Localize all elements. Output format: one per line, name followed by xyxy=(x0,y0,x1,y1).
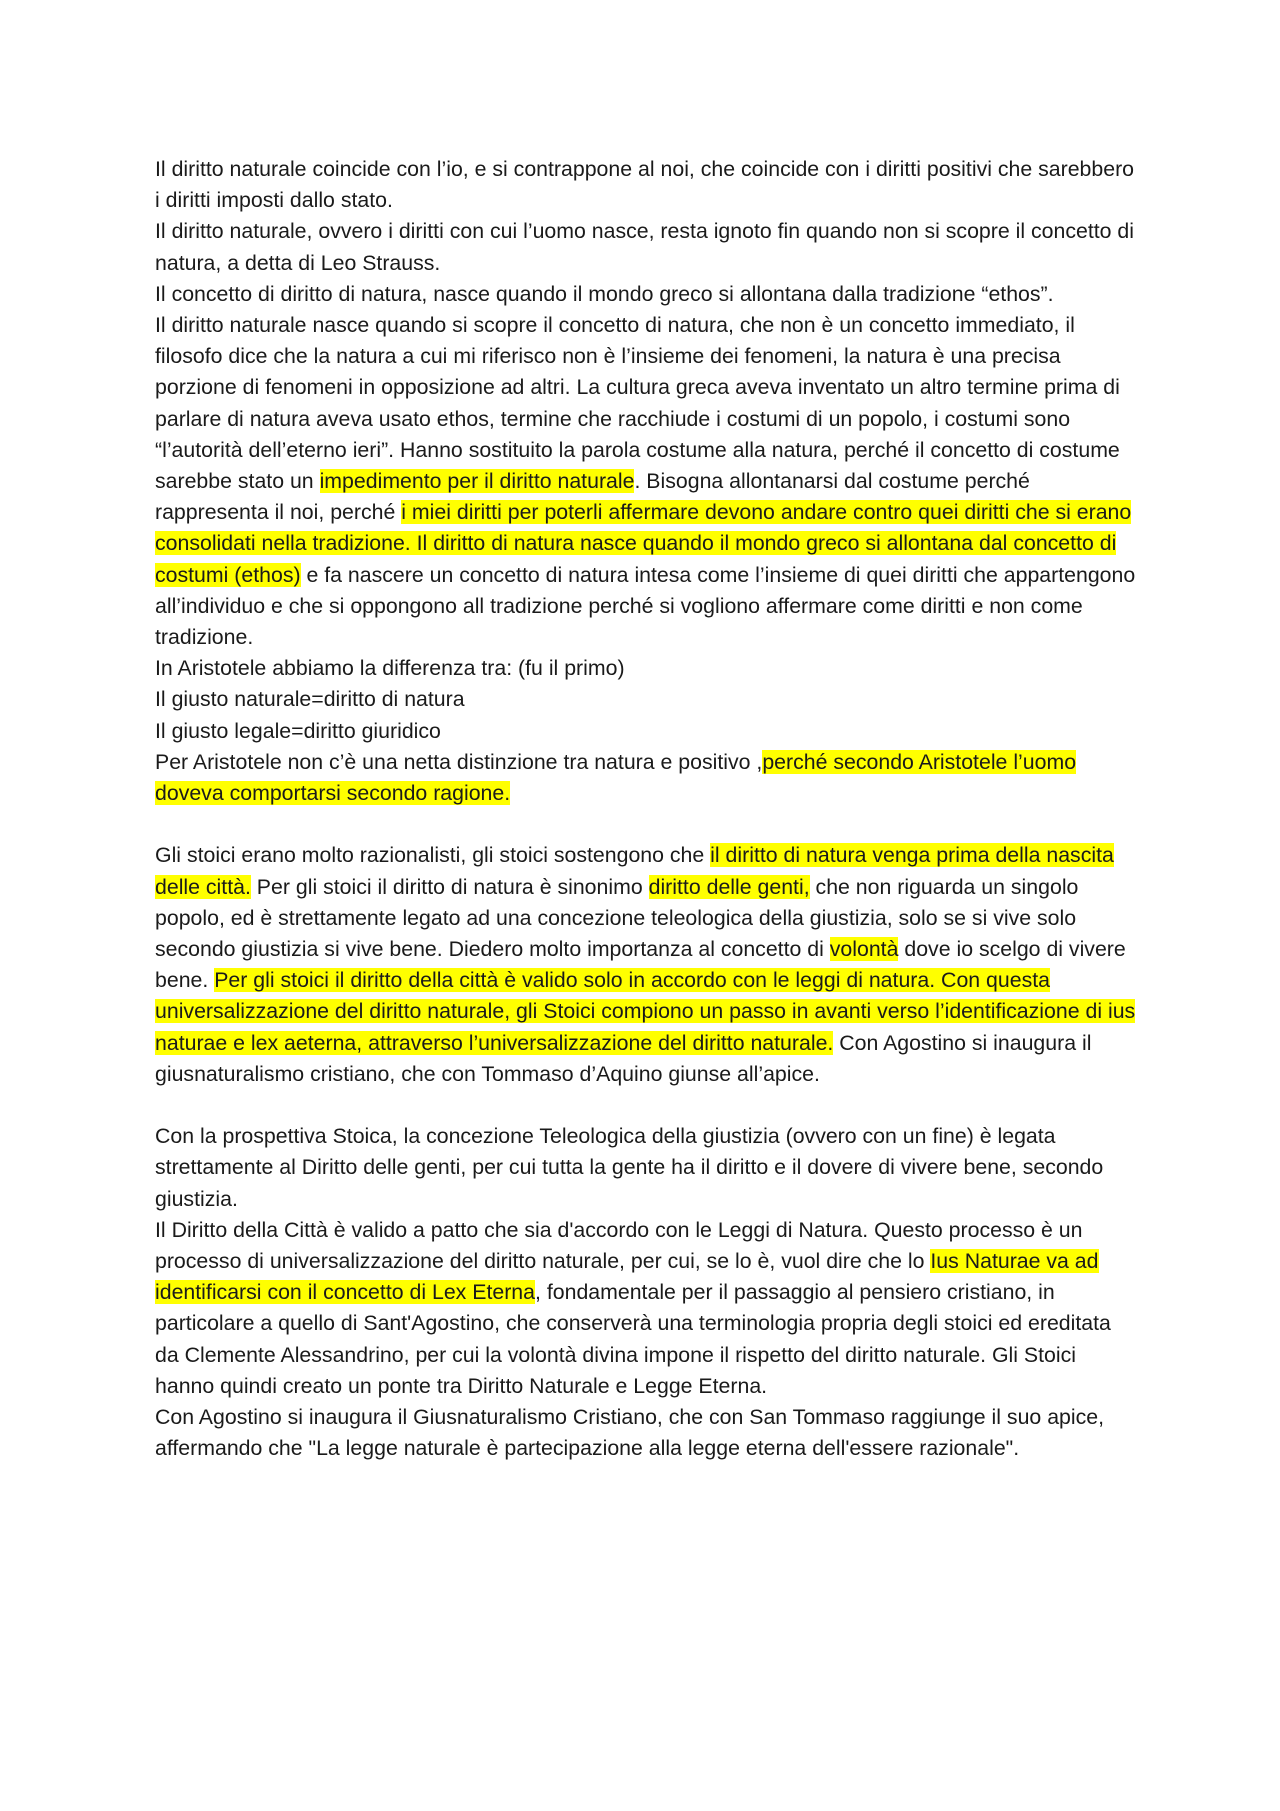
paragraph xyxy=(155,279,1140,310)
text-run: Il diritto naturale, ovvero i diritti con cui l’uomo nasce, resta ignoto fin quando non si scopre il concetto di natura, a detta di Leo Strauss. xyxy=(155,219,1135,275)
text-run: Con la prospettiva Stoica, la concezione Teleologica della giustizia (ovvero con un fine) è legata strettamente al Diritto delle genti, per cui tutta la gente ha il diritto e il dovere di vivere bene, secondo giustizia. xyxy=(155,1124,1104,1211)
text-run: . Bisogna allontanarsi dal costume perché rappresenta il noi, perché xyxy=(155,469,1030,525)
text-run: che non riguarda un singolo popolo, ed è strettamente legato ad una concezione teleologica della giustizia, solo se si vive solo secondo giustizia si vive bene. Diedero molto importanza al concetto di xyxy=(155,874,1079,962)
text-run: Per gli stoici il diritto di natura è sinonimo xyxy=(250,874,649,899)
highlighted-text: perché secondo Aristotele l’uomo doveva comportarsi secondo ragione. xyxy=(155,749,1077,806)
paragraph xyxy=(155,1215,1140,1402)
text-run: dove io scelgo di vivere bene. xyxy=(155,937,1126,993)
paragraph xyxy=(155,1121,1140,1215)
highlighted-text: i miei diritti per poterli affermare devono andare contro quei diritti che si erano consolidati nella tradizione. Il diritto di natura nasce quando il mondo greco si allontana dal concetto di costumi (ethos) xyxy=(155,500,1132,587)
paragraph xyxy=(155,840,1140,1090)
paragraph xyxy=(155,716,1140,747)
paragraph xyxy=(155,1402,1140,1464)
text-run: Per Aristotele non c’è una netta distinzione tra natura e positivo , xyxy=(155,749,763,774)
paragraph xyxy=(155,154,1140,216)
paragraph xyxy=(155,684,1140,715)
text-run: Il diritto naturale coincide con l’io, e si contrappone al noi, che coincide con i diritti positivi che sarebbero i diritti imposti dallo stato. xyxy=(155,157,1135,213)
highlighted-text: il diritto di natura venga prima della nascita delle città. xyxy=(155,843,1114,899)
highlighted-text: volontà xyxy=(829,937,899,962)
highlighted-text: Per gli stoici il diritto della città è valido solo in accordo con le leggi di natura. Con questa universalizzazione del diritto naturale, gli Stoici compiono un passo in avanti verso l’identificazione di ius naturae e lex aeterna, attraverso l’universalizzazione del diritto naturale. xyxy=(155,968,1136,1055)
text-run: Il giusto legale=diritto giuridico xyxy=(155,718,441,743)
paragraph xyxy=(155,653,1140,684)
highlighted-text: Ius Naturae va ad identificarsi con il concetto di Lex Eterna xyxy=(155,1249,1099,1305)
text-run: In Aristotele abbiamo la differenza tra: (fu il primo) xyxy=(155,656,625,681)
text-run: Gli stoici erano molto razionalisti, gli stoici sostengono che xyxy=(155,843,711,868)
paragraph xyxy=(155,747,1140,809)
text-run: Con Agostino si inaugura il Giusnaturalismo Cristiano, che con San Tommaso raggiunge il suo apice, affermando che "La legge naturale è partecipazione alla legge eterna dell'essere razionale". xyxy=(155,1405,1105,1461)
text-run: Il Diritto della Città è valido a patto che sia d'accordo con le Leggi di Natura. Questo processo è un processo di universalizzazione del diritto naturale, per cui, se lo è, vuol dire che lo xyxy=(155,1217,1083,1274)
text-run: Il concetto di diritto di natura, nasce quando il mondo greco si allontana dalla tradizione “ethos”. xyxy=(155,281,1054,306)
blank-line xyxy=(155,1090,1140,1121)
text-run: Il giusto naturale=diritto di natura xyxy=(155,687,465,712)
highlighted-text: diritto delle genti, xyxy=(648,874,810,899)
text-run: Il diritto naturale nasce quando si scopre il concetto di natura, che non è un concetto immediato, il filosofo dice che la natura a cui mi riferisco non è l’insieme dei fenomeni, la natura è una precisa porzione di fenomeni in opposizione ad altri. La cultura greca aveva inventato un altro termine prima di parlare di natura aveva usato ethos, termine che racchiude i costumi di un popolo, i costumi sono “l’autorità dell’eterno ieri”. Hanno sostituito la parola costume alla natura, perché il concetto di costume sarebbe stato un xyxy=(155,313,1120,494)
blank-line xyxy=(155,809,1140,840)
text-run: e fa nascere un concetto di natura intesa come l’insieme di quei diritti che appartengono all’individuo e che si oppongono all tradizione perché si vogliono affermare come diritti e non come tradizione. xyxy=(155,562,1136,650)
text-run: Con Agostino si inaugura il giusnaturalismo cristiano, che con Tommaso d’Aquino giunse all’apice. xyxy=(155,1030,1092,1086)
document-body xyxy=(155,154,1140,1465)
paragraph xyxy=(155,310,1140,653)
text-run: , fondamentale per il passaggio al pensiero cristiano, in particolare a quello di Sant'Agostino, che conserverà una terminologia propria degli stoici ed ereditata da Clemente Alessandrino, per cui la volontà divina impone il rispetto del diritto naturale. Gli Stoici hanno quindi creato un ponte tra Diritto Naturale e Legge Eterna. xyxy=(155,1280,1111,1398)
paragraph xyxy=(155,216,1140,278)
highlighted-text: impedimento per il diritto naturale xyxy=(319,469,635,494)
